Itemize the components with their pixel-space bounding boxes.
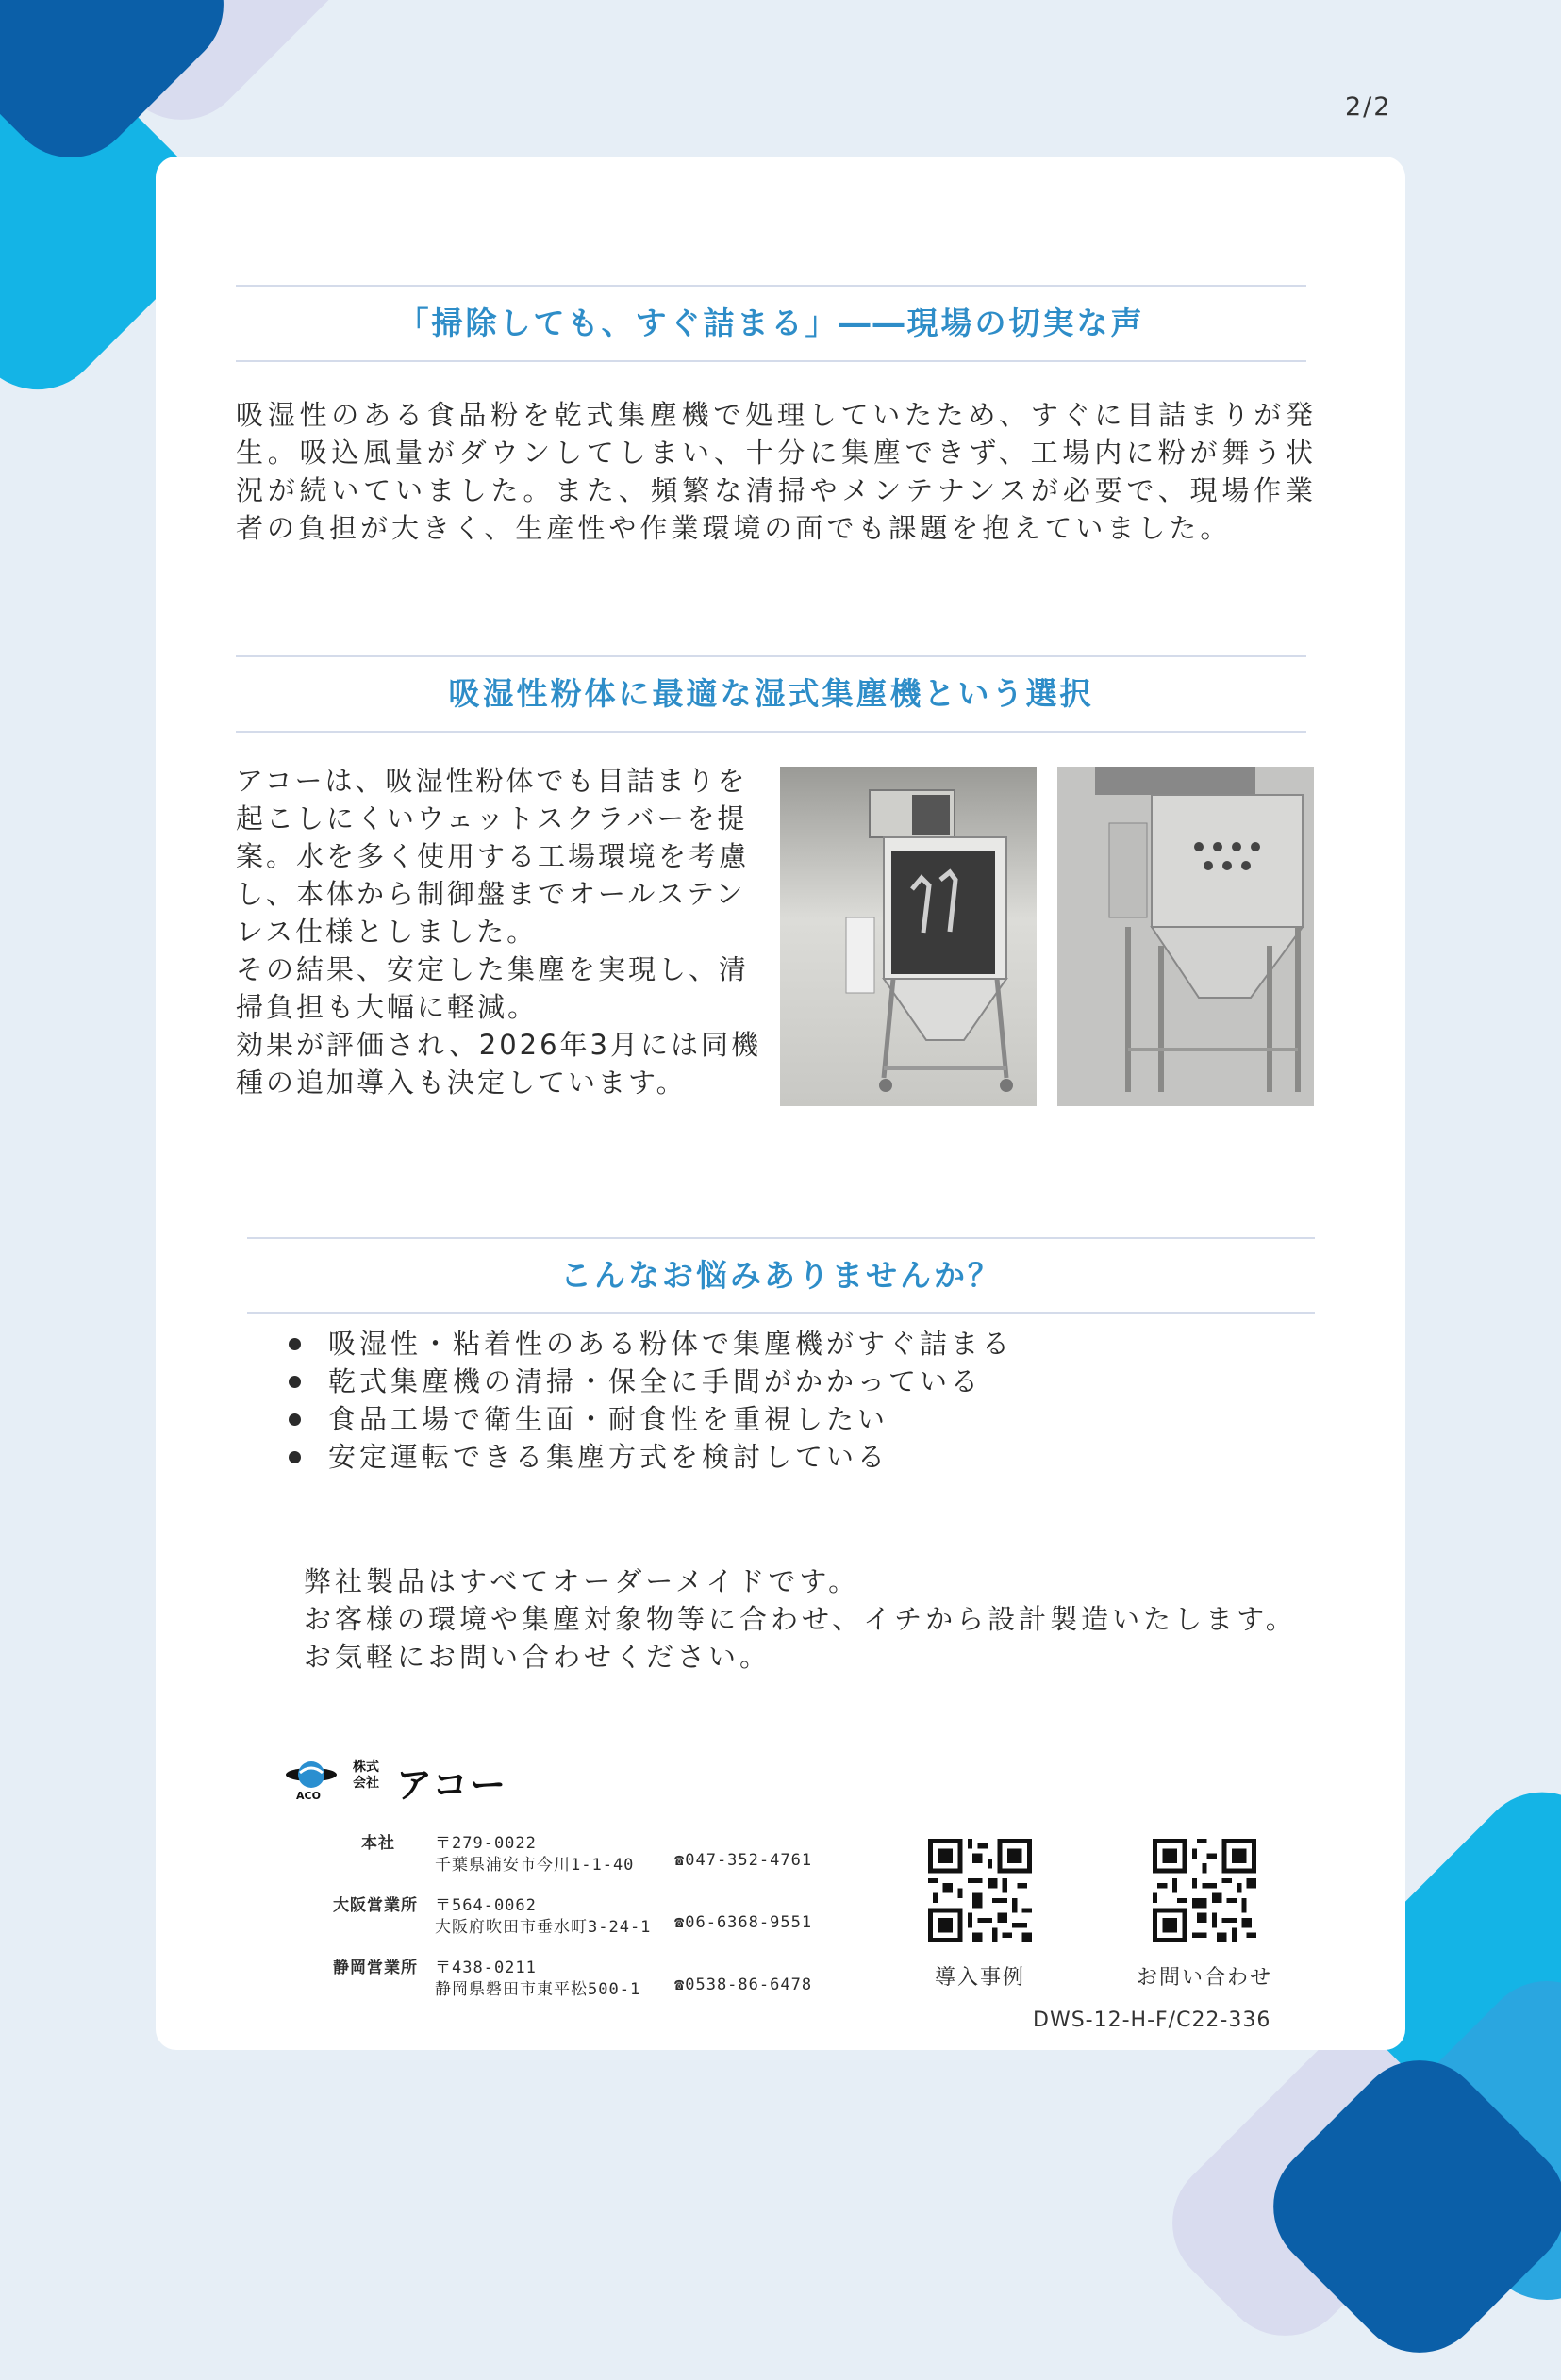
aco-mark-text: ACO	[296, 1790, 321, 1802]
solution-line: その結果、安定した集塵を実現し、清	[236, 953, 750, 985]
solution-line: アコーは、吸湿性粉体でも目詰まりを	[236, 765, 748, 797]
bullet-dot-icon	[289, 1413, 301, 1426]
closing-line: お気軽にお問い合わせください。	[304, 1641, 772, 1673]
office-address: 千葉県浦安市今川1-1-40	[435, 1856, 635, 1875]
solution-line: 効果が評価され、2026年3月には同機	[236, 1029, 761, 1061]
section-heading-concerns	[247, 1237, 1315, 1314]
office-label: 本社	[361, 1834, 395, 1853]
office-row-head	[311, 1829, 877, 1875]
list-item-text: 吸湿性・粘着性のある粉体で集塵機がすぐ詰まる	[328, 1328, 1014, 1360]
solution-line: 掃負担も大幅に軽減。	[236, 991, 539, 1023]
list-item	[283, 1363, 1013, 1400]
product-photo-scrubber-open	[780, 767, 1037, 1106]
office-address: 大阪府吹田市垂水町3-24-1	[435, 1918, 652, 1937]
list-item-text: 安定運転できる集塵方式を検討している	[328, 1441, 889, 1473]
office-phone: ☎047-352-4761	[674, 1851, 813, 1870]
section-body-solution	[236, 762, 764, 1101]
solution-line: レス仕様としました。	[236, 916, 538, 948]
concerns-list	[283, 1325, 1013, 1476]
logo-prefix	[353, 1760, 379, 1792]
company-logo	[285, 1756, 530, 1806]
closing-line: お客様の環境や集塵対象物等に合わせ、イチから設計製造いたします。	[304, 1603, 1297, 1635]
logo-prefix-top: 株式	[353, 1760, 379, 1775]
office-row-shizuoka	[311, 1954, 877, 1999]
section-heading-voice	[236, 285, 1306, 362]
list-item	[283, 1438, 1013, 1476]
solution-line: し、本体から制御盤までオールステン	[236, 878, 746, 910]
office-phone: ☎06-6368-9551	[674, 1913, 813, 1932]
qr-code-case-studies[interactable]	[928, 1839, 1032, 1942]
solution-line: 種の追加導入も決定しています。	[236, 1066, 687, 1099]
closing-message	[304, 1562, 1297, 1676]
bullet-dot-icon	[289, 1451, 301, 1463]
bullet-dot-icon	[289, 1338, 301, 1350]
product-photo-scrubber-stand	[1057, 767, 1314, 1106]
office-label: 静岡営業所	[333, 1959, 418, 1977]
section-heading-voice-text: 「掃除しても、すぐ詰まる」――現場の切実な声	[397, 305, 1145, 341]
office-zip: 〒438-0211	[435, 1959, 537, 1977]
office-label: 大阪営業所	[333, 1896, 418, 1915]
section-heading-solution-text: 吸湿性粉体に最適な湿式集塵機という選択	[448, 675, 1094, 712]
page-number: 2/2	[1345, 92, 1392, 122]
logo-wordmark: アコー	[396, 1764, 508, 1806]
qr-code-contact[interactable]	[1153, 1839, 1256, 1942]
section-heading-concerns-text: こんなお悩みありませんか？	[560, 1257, 1002, 1294]
document-code: DWS-12-H-F/C22-336	[1033, 2008, 1271, 2032]
office-phone: ☎0538-86-6478	[674, 1975, 813, 1994]
section-body-voice: 吸湿性のある食品粉を乾式集塵機で処理していたため、すぐに目詰まりが発生。吸込風量がダウンしてしまい、十分に集塵できず、工場内に粉が舞う状況が続いていました。また、頻繁な清掃やメンテナンスが必要で、現場作業者の負担が大きく、生産性や作業環境の面でも課題を抱えていました。	[236, 399, 1317, 544]
closing-line: 弊社製品はすべてオーダーメイドです。	[304, 1565, 860, 1597]
office-zip: 〒279-0022	[435, 1834, 537, 1853]
solution-line: 起こしにくいウェットスクラバーを提	[236, 802, 748, 835]
office-address: 静岡県磐田市東平松500-1	[435, 1980, 641, 1999]
list-item	[283, 1325, 1013, 1363]
bullet-dot-icon	[289, 1376, 301, 1388]
qr-caption-case-studies: 導入事例	[934, 1966, 1025, 1990]
solution-line: 案。水を多く使用する工場環境を考慮	[236, 840, 750, 872]
list-item	[283, 1400, 1013, 1438]
qr-caption-contact: お問い合わせ	[1136, 1966, 1272, 1990]
logo-prefix-bottom: 会社	[353, 1776, 379, 1791]
section-heading-solution	[236, 655, 1306, 733]
list-item-text: 乾式集塵機の清掃・保全に手間がかかっている	[328, 1365, 983, 1397]
list-item-text: 食品工場で衛生面・耐食性を重視したい	[328, 1403, 889, 1435]
office-zip: 〒564-0062	[435, 1896, 537, 1915]
office-row-osaka	[311, 1892, 877, 1937]
